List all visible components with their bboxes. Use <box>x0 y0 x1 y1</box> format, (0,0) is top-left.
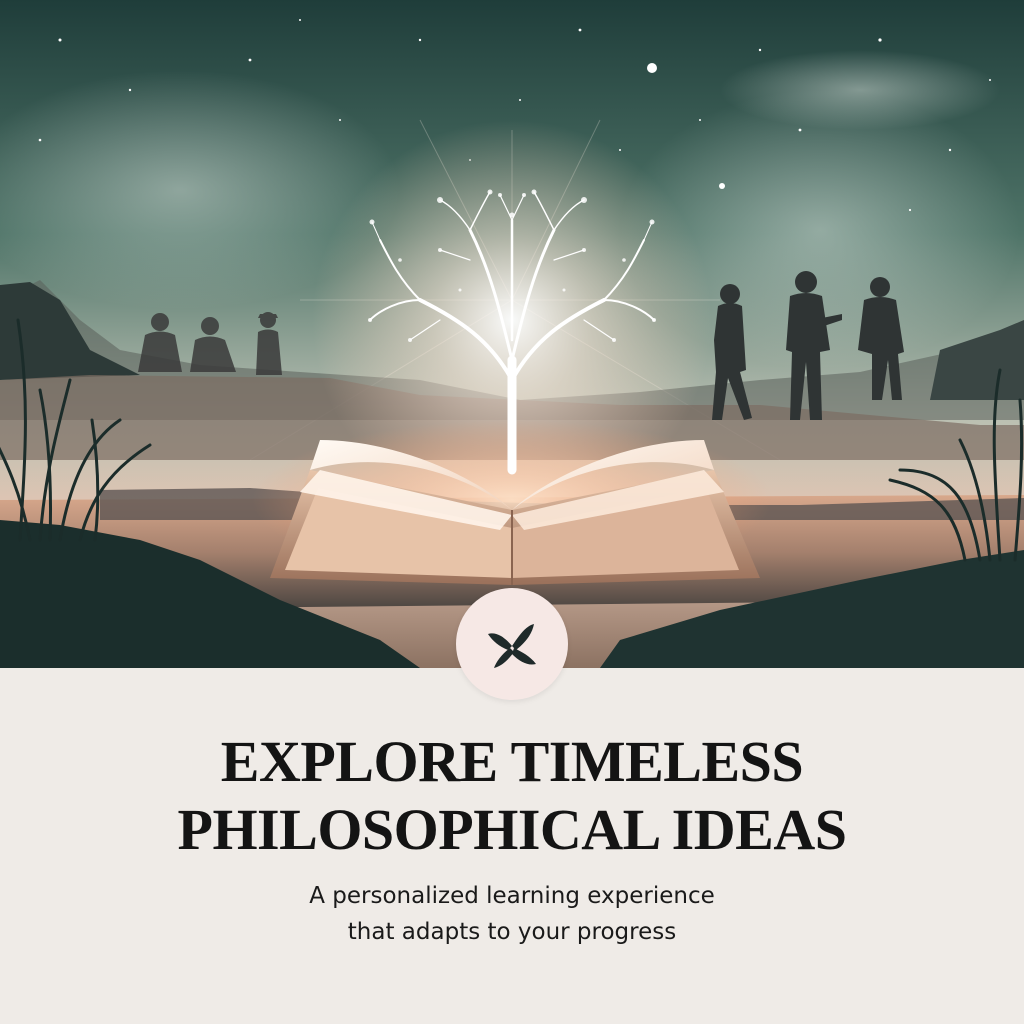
subheadline-line-1: A personalized learning experience <box>309 883 715 909</box>
headline-line-2: PHILOSOPHICAL IDEAS <box>177 797 847 862</box>
galaxy-swirl <box>720 50 1000 130</box>
headline <box>0 728 1024 864</box>
leaf-cross-icon <box>480 612 544 676</box>
headline-line-1: EXPLORE TIMELESS <box>220 729 804 794</box>
subheadline <box>0 878 1024 950</box>
subheadline-line-2: that adapts to your progress <box>347 919 677 945</box>
silhouettes-left-group <box>138 312 282 375</box>
brand-badge <box>456 588 568 700</box>
